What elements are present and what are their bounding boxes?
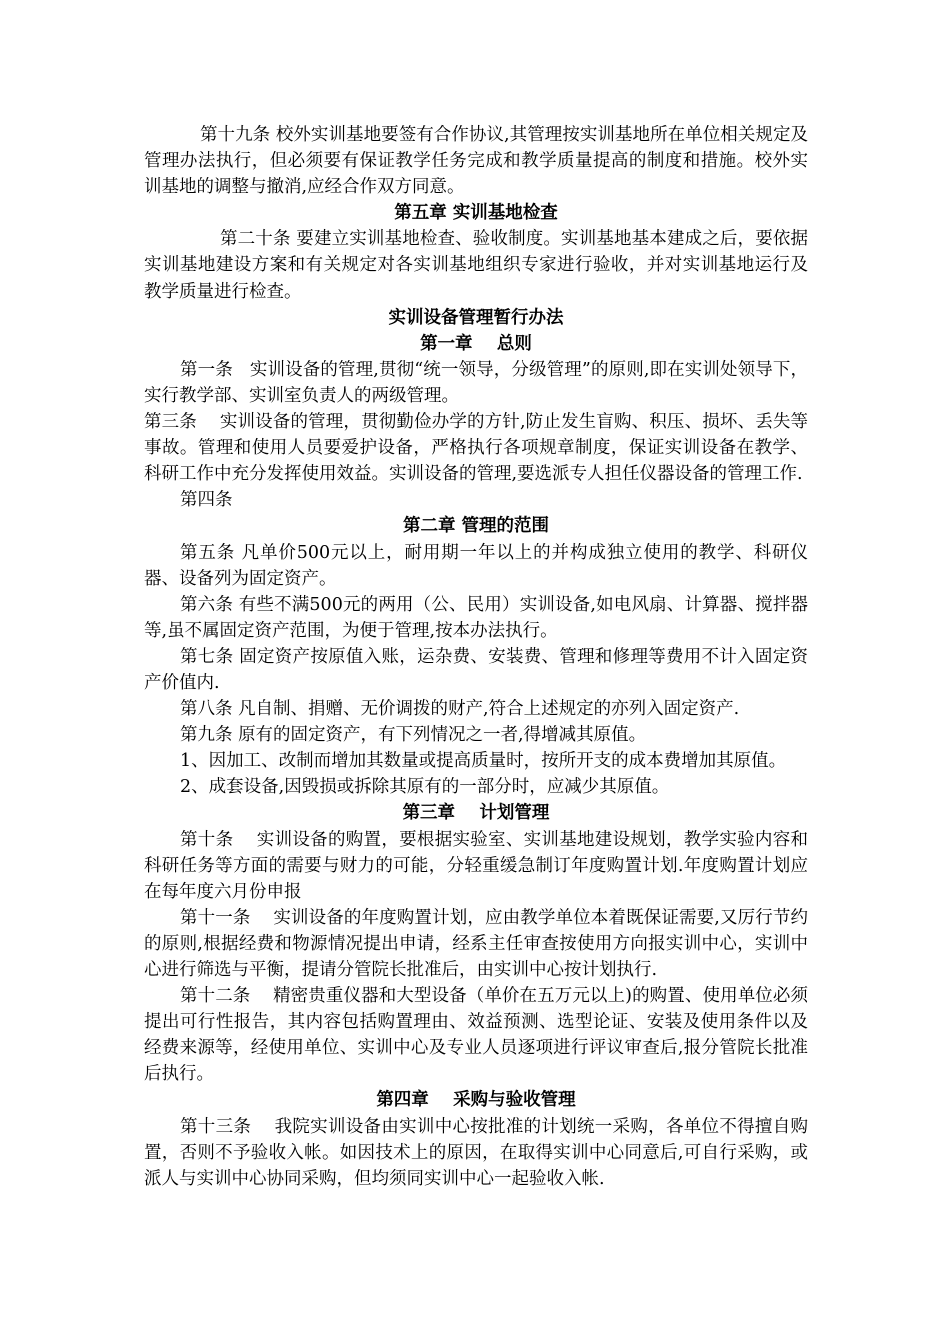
article-10: 第十条 实训设备的购置，要根据实验室、实训基地建设规划，教学实验内容和科研任务等方面的需要与财力的可能，分轻重缓急制订年度购置计划.年度购置计划应在每年度六月份申报 (144, 829, 808, 902)
document-title: 实训设备管理暂行办法 (388, 307, 564, 328)
chapter-3-heading: 第三章 计划管理 (402, 803, 550, 824)
document-page (144, 122, 808, 1192)
article-12: 第十二条 精密贵重仪器和大型设备（单价在五万元以上)的购置、使用单位必须提出可行性报告，其内容包括购置理由、效益预测、选型论证、安装及使用条件以及经费来源等，经使用单位、实训中心及专业人员逐项进行评议审查后,报分管院长批准后执行。 (144, 986, 808, 1085)
article-3: 第三条 实训设备的管理，贯彻勤俭办学的方针,防止发生盲购、积压、损坏、丢失等事故。管理和使用人员要爱护设备，严格执行各项规章制度，保证实训设备在教学、科研工作中充分发挥使用效益。实训设备的管理,要选派专人担任仪器设备的管理工作. (144, 412, 808, 485)
article-9-item-2: 2、成套设备,因毁损或拆除其原有的一部分时，应减少其原值。 (180, 777, 670, 798)
article-11: 第十一条 实训设备的年度购置计划，应由教学单位本着既保证需要,又厉行节约的原则,根据经费和物源情况提出申请，经系主任审查按使用方向报实训中心，实训中心进行筛选与平衡，提请分管院长批准后，由实训中心按计划执行. (144, 907, 808, 980)
article-1: 第一条 实训设备的管理,贯彻“统一领导，分级管理”的原则,即在实训处领导下，实行教学部、实训室负责人的两级管理。 (144, 359, 808, 406)
article-8: 第八条 凡自制、捐赠、无价调拨的财产,符合上述规定的亦列入固定资产. (180, 699, 740, 720)
article-9: 第九条 原有的固定资产，有下列情况之一者,得增减其原值。 (180, 725, 647, 746)
article-9-item-1: 1、因加工、改制而增加其数量或提高质量时，按所开支的成本费增加其原值。 (180, 751, 787, 772)
article-7: 第七条 固定资产按原值入账，运杂费、安装费、管理和修理等费用不计入固定资产价值内. (144, 646, 808, 693)
article-6: 第六条 有些不满500元的两用（公、民用）实训设备,如电风扇、计算器、搅拌器等,虽不属固定资产范围，为便于管理,按本办法执行。 (144, 594, 808, 641)
chapter-5-heading: 第五章 实训基地检查 (394, 203, 558, 224)
article-4: 第四条 (180, 490, 233, 511)
chapter-2-heading: 第二章 管理的范围 (402, 516, 550, 537)
article-20: 第二十条 要建立实训基地检查、验收制度。实训基地基本建成之后，要依据实训基地建设方案和有关规定对各实训基地组织专家进行验收，并对实训基地运行及教学质量进行检查。 (144, 229, 808, 302)
chapter-4-heading: 第四章 采购与验收管理 (376, 1090, 576, 1111)
article-5: 第五条 凡单价500元以上，耐用期一年以上的并构成独立使用的教学、科研仪器、设备列为固定资产。 (144, 542, 808, 589)
article-13: 第十三条 我院实训设备由实训中心按批准的计划统一采购，各单位不得擅自购置，否则不予验收入帐。如因技术上的原因，在取得实训中心同意后,可自行采购，或派人与实训中心协同采购，但均须同实训中心一起验收入帐. (144, 1116, 808, 1189)
article-19: 第十九条 校外实训基地要签有合作协议,其管理按实训基地所在单位相关规定及管理办法执行，但必须要有保证教学任务完成和教学质量提高的制度和措施。校外实训基地的调整与撤消,应经合作双方同意。 (144, 125, 808, 198)
chapter-1-heading: 第一章 总则 (420, 333, 532, 354)
